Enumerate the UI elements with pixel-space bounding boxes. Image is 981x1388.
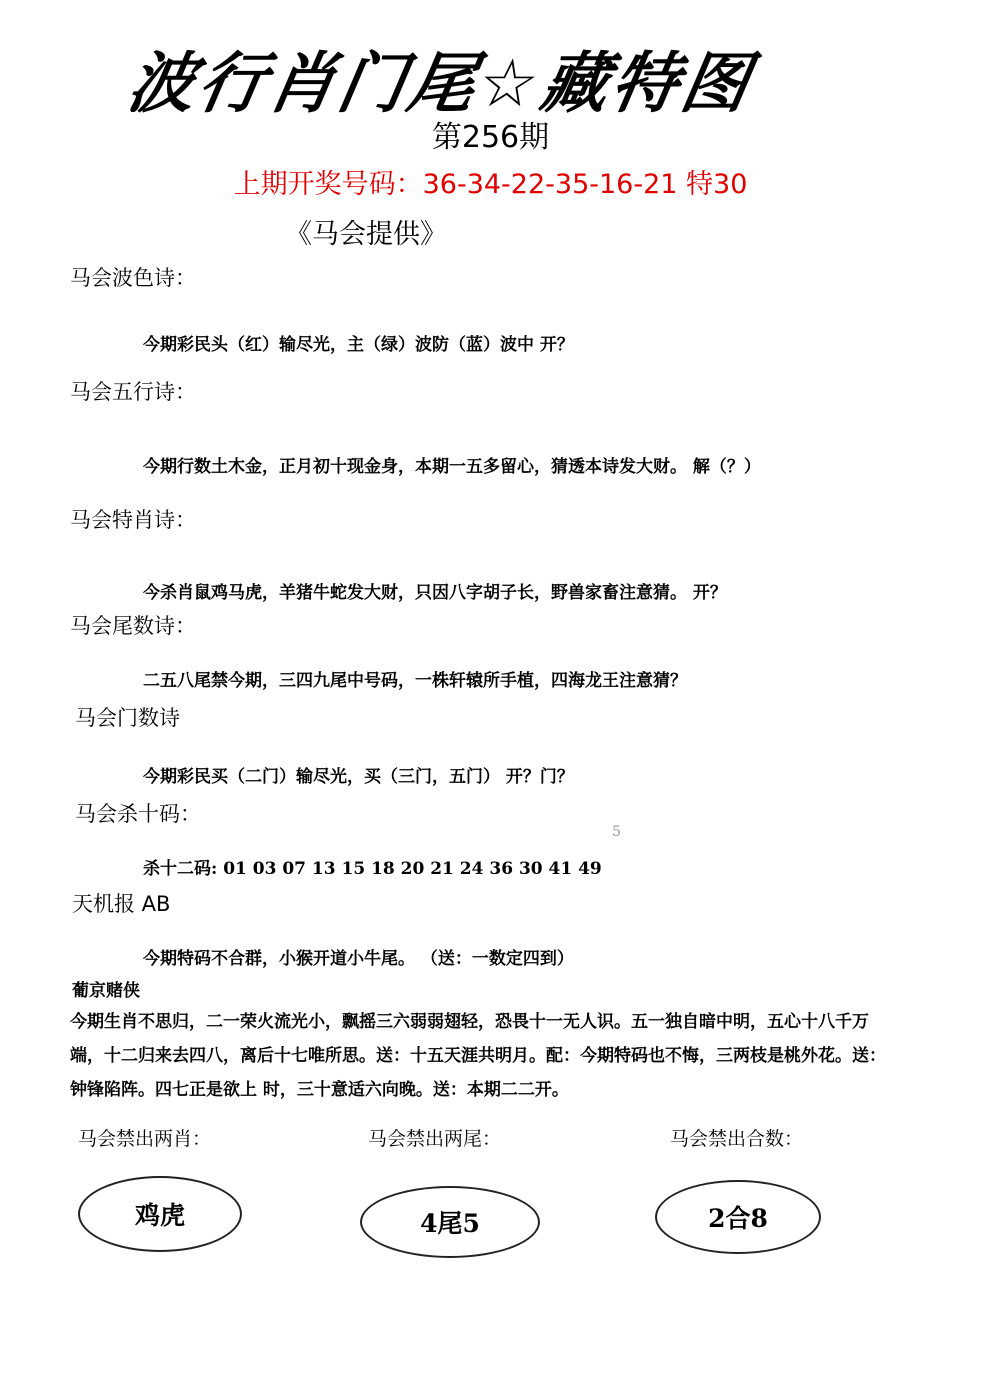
section-text-tianji-ab: 今期特码不合群，小猴开道小牛尾。 （送：一数定四到） xyxy=(143,949,574,969)
section-text-kill-numbers: 杀十二码: 01 03 07 13 15 18 20 21 24 36 30 41 49 xyxy=(143,859,602,879)
provider-label: 《马会提供》 xyxy=(285,219,447,250)
stray-mark: 5 xyxy=(612,824,621,840)
ban-label-sum: 马会禁出合数： xyxy=(670,1128,804,1150)
section-label-kill-numbers: 马会杀十码： xyxy=(75,802,201,826)
section-label-tianji-ab: 天机报 AB xyxy=(72,892,171,916)
issue-number: 第256期 xyxy=(431,120,550,155)
ban-value-zodiac: 鸡虎 xyxy=(134,1201,185,1230)
ban-value-tail: 4尾5 xyxy=(420,1209,480,1238)
section-text-door-number: 今期彩民买（二门）输尽光，买（三门，五门） 开？门？ xyxy=(143,767,574,787)
section-text-tail-number: 二五八尾禁今期，三四九尾中号码，一株轩辕所手植，四海龙王注意猜？ xyxy=(143,671,687,691)
ban-oval-zodiac xyxy=(78,1176,242,1252)
last-draw-numbers: 上期开奖号码：36-34-22-35-16-21 特30 xyxy=(233,169,748,200)
ban-value-sum: 2合8 xyxy=(708,1204,768,1233)
section-label-door-number: 马会门数诗 xyxy=(75,706,180,730)
section-label-five-elements: 马会五行诗： xyxy=(70,380,196,404)
section-label-wave-color: 马会波色诗： xyxy=(70,266,196,290)
ban-oval-tail xyxy=(360,1186,540,1258)
puzzle-label: 葡京赌侠 xyxy=(72,981,140,1001)
ban-label-tail: 马会禁出两尾： xyxy=(368,1128,502,1150)
puzzle-text: 今期生肖不思归，二一荣火流光小，飘摇三六弱弱翅轻，恐畏十一无人识。五一独自暗中明，五心十八千万端，十二归来去四八，离后十七唯所思。送：十五天涯共明月。配：今期特码也不悔，三两枝是桃外花。送：钟锋陷阵。四七正是欲上 时，三十意适六向晚。送：本期二二开。 xyxy=(70,1012,886,1100)
ban-oval-sum xyxy=(655,1180,821,1254)
section-text-wave-color: 今期彩民头（红）输尽光，主（绿）波防（蓝）波中 开？ xyxy=(143,335,574,355)
page-title: 波行肖门尾☆藏特图 xyxy=(122,45,759,122)
section-label-tail-number: 马会尾数诗： xyxy=(70,614,196,638)
section-text-special-zodiac: 今杀肖鼠鸡马虎，羊猪牛蛇发大财，只因八字胡子长，野兽家畜注意猜。 开？ xyxy=(143,583,727,603)
ban-label-zodiac: 马会禁出两肖： xyxy=(78,1128,212,1150)
section-label-special-zodiac: 马会特肖诗： xyxy=(70,508,196,532)
section-text-five-elements: 今期行数土木金，正月初十现金身，本期一五多留心，猜透本诗发大财。 解（？） xyxy=(143,457,761,477)
